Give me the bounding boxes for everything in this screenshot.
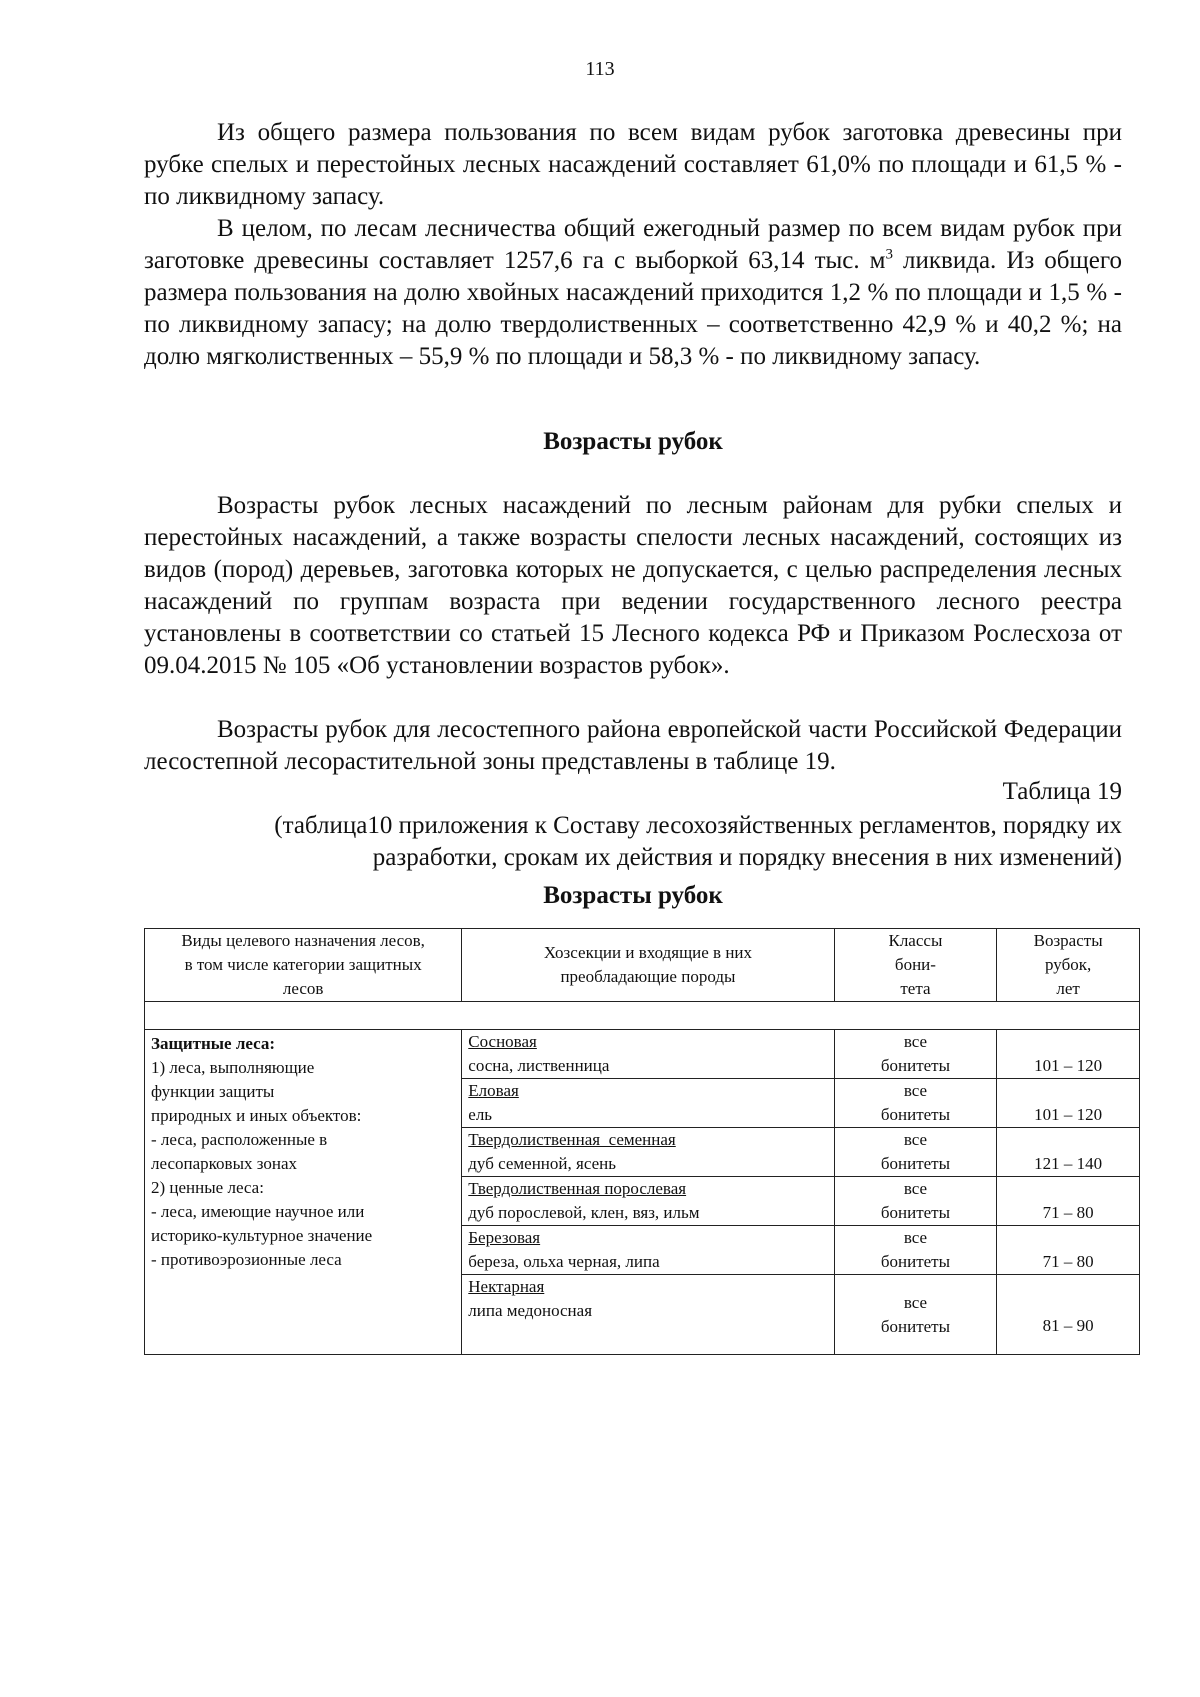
hozsection-name: Березовая bbox=[468, 1228, 541, 1247]
hozsection-cell bbox=[462, 1275, 834, 1355]
category-line: - противоэрозионные леса bbox=[151, 1250, 342, 1269]
category-line: - леса, имеющие научное или bbox=[151, 1202, 365, 1221]
hozsection-name: Еловая bbox=[468, 1081, 519, 1100]
header-age-line: лет bbox=[1056, 979, 1080, 998]
category-line: функции защиты bbox=[151, 1082, 275, 1101]
age-cell: 121 – 140 bbox=[997, 1128, 1140, 1177]
header-age-line: Возрасты bbox=[1033, 931, 1103, 950]
bonitet-bottom: бонитеты bbox=[880, 1154, 951, 1173]
bonitet-top: все bbox=[903, 1292, 928, 1312]
category-line: лесопарковых зонах bbox=[151, 1154, 297, 1173]
spacer-cell bbox=[145, 1002, 1140, 1030]
bonitet-cell bbox=[834, 1275, 997, 1355]
hozsection-cell bbox=[462, 1030, 834, 1079]
bonitet-top: все bbox=[903, 1081, 928, 1100]
category-line: 1) леса, выполняющие bbox=[151, 1058, 315, 1077]
hozsection-cell bbox=[462, 1177, 834, 1226]
paragraph-3: Возрасты рубок лесных насаждений по лесным районам для рубки спелых и перестойных насаждений, а также возрасты спелости лесных насаждений, состоящих из видов (пород) деревьев, заготовка которых не допускается, с целью распределения лесных насаждений по группам возраста при ведении государственного лесного реестра установлены в соответствии со статьей 15 Лесного кодекса РФ и Приказом Рослесхоза от 09.04.2015 № 105 «Об установлении возрастов рубок». bbox=[144, 492, 1122, 679]
paragraph-2 bbox=[144, 213, 1122, 373]
category-line: историко-культурное значение bbox=[151, 1226, 373, 1245]
bonitet-cell bbox=[834, 1079, 997, 1128]
age-cell: 101 – 120 bbox=[997, 1079, 1140, 1128]
bonitet-cell bbox=[834, 1177, 997, 1226]
header-purpose bbox=[145, 929, 462, 1002]
paragraph-4: Возрасты рубок для лесостепного района европейской части Российской Федерации лесостепной лесорастительной зоны представлены в таблице 19. bbox=[144, 716, 1122, 775]
bonitet-cell bbox=[834, 1226, 997, 1275]
table-title: Возрасты рубок bbox=[543, 882, 723, 909]
age-cell: 71 – 80 bbox=[997, 1177, 1140, 1226]
hozsection-cell bbox=[462, 1079, 834, 1128]
category-line: природных и иных объектов: bbox=[151, 1106, 362, 1125]
table-row bbox=[145, 1030, 1140, 1079]
header-purpose-line: лесов bbox=[282, 979, 324, 998]
hozsection-name: Сосновая bbox=[468, 1032, 537, 1051]
paragraph-2-text-b: ликвида. Из общего размера пользования на долю хвойных насаждений приходится 1,2 % по площади и 1,5 % - по ликвидному запасу; на долю твердолиственных – соответственно 42,9 % и 40,2 %; на долю мягколиственных – 55,9 % по площади и 58,3 % - по ликвидному запасу. bbox=[144, 247, 1122, 370]
header-age bbox=[997, 929, 1140, 1002]
hozsection-species: сосна, лиственница bbox=[468, 1056, 610, 1075]
bonitet-bottom: бонитеты bbox=[880, 1056, 951, 1075]
hozsection-cell bbox=[462, 1128, 834, 1177]
header-bonitet-line: тета bbox=[900, 979, 931, 998]
hozsection-species: дуб порослевой, клен, вяз, ильм bbox=[468, 1203, 700, 1222]
hozsection-species: береза, ольха черная, липа bbox=[468, 1252, 660, 1271]
age-cell: 101 – 120 bbox=[997, 1030, 1140, 1079]
section-heading: Возрасты рубок bbox=[543, 428, 723, 455]
table-spacer-row bbox=[145, 1002, 1140, 1030]
header-bonitet-line: бони- bbox=[894, 955, 936, 974]
hozsection-name: Твердолиственная порослевая bbox=[468, 1179, 687, 1198]
hozsection-species: дуб семенной, ясень bbox=[468, 1154, 616, 1173]
age-cell: 71 – 80 bbox=[997, 1226, 1140, 1275]
header-age-line: рубок, bbox=[1045, 955, 1092, 974]
table-subtitle: (таблица10 приложения к Составу лесохозяйственных регламентов, порядку их разработки, срокам их действия и порядку внесения в них изменений) bbox=[274, 812, 1122, 871]
bonitet-bottom: бонитеты bbox=[880, 1252, 951, 1271]
header-hozsection-line: преобладающие породы bbox=[560, 967, 736, 986]
header-bonitet-line: Классы bbox=[888, 931, 943, 950]
header-hozsection bbox=[462, 929, 834, 1002]
paragraph-2-text-a: В целом, по лесам лесничества общий ежегодный размер по всем видам рубок при заготовке древесины составляет 1257,6 га с выборкой 63,14 тыс. м bbox=[144, 215, 1122, 274]
category-line: - леса, расположенные в bbox=[151, 1130, 328, 1149]
header-bonitet bbox=[834, 929, 997, 1002]
age-cell: 81 – 90 bbox=[997, 1275, 1140, 1355]
paragraph-1: Из общего размера пользования по всем видам рубок заготовка древесины при рубке спелых и перестойных лесных насаждений составляет 61,0% по площади и 61,5 % - по ликвидному запасу. bbox=[144, 119, 1122, 210]
hozsection-species: липа медоносная bbox=[468, 1301, 593, 1320]
bonitet-cell bbox=[834, 1030, 997, 1079]
cubic-superscript: 3 bbox=[885, 246, 893, 263]
header-hozsection-line: Хозсекции и входящие в них bbox=[543, 943, 753, 962]
category-line: 2) ценные леса: bbox=[151, 1178, 264, 1197]
page-number: 113 bbox=[585, 58, 615, 80]
bonitet-top: все bbox=[903, 1179, 928, 1198]
bonitet-top: все bbox=[903, 1130, 928, 1149]
category-line: Защитные леса: bbox=[151, 1034, 276, 1053]
header-purpose-line: в том числе категории защитных bbox=[184, 955, 422, 974]
table-number: Таблица 19 bbox=[1002, 778, 1122, 805]
hozsection-name: Нектарная bbox=[468, 1277, 545, 1296]
bonitet-cell bbox=[834, 1128, 997, 1177]
header-purpose-line: Виды целевого назначения лесов, bbox=[181, 931, 425, 950]
bonitet-top: все bbox=[903, 1032, 928, 1051]
hozsection-species: ель bbox=[468, 1105, 493, 1124]
bonitet-bottom: бонитеты bbox=[880, 1105, 951, 1124]
bonitet-bottom: бонитеты bbox=[880, 1316, 951, 1336]
cutting-ages-table bbox=[144, 928, 1140, 1355]
category-cell bbox=[145, 1030, 462, 1355]
table-header-row bbox=[145, 929, 1140, 1002]
bonitet-bottom: бонитеты bbox=[880, 1203, 951, 1222]
hozsection-cell bbox=[462, 1226, 834, 1275]
hozsection-name: Твердолиственная семенная bbox=[468, 1130, 676, 1149]
bonitet-top: все bbox=[903, 1228, 928, 1247]
